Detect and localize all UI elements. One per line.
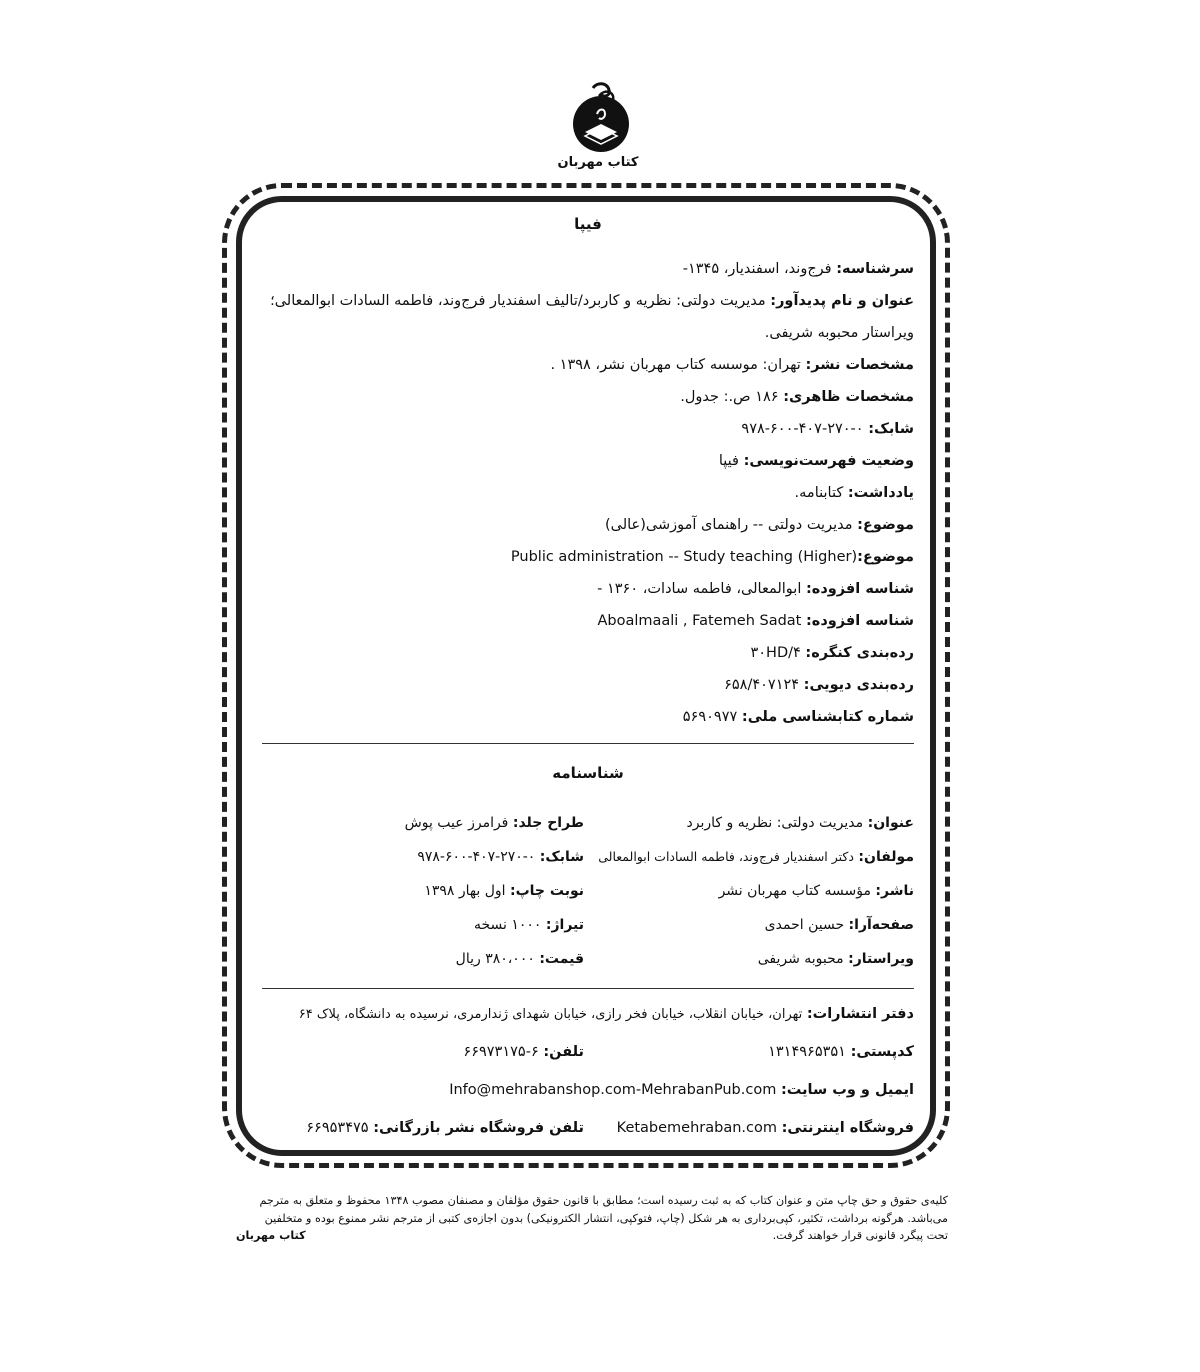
fipa-row-author: سرشناسه: فرج‌وند، اسفندیار، ۱۳۴۵-: [682, 261, 914, 277]
contact-shop: فروشگاه اینترنتی: Ketabemehraban.com تلفن فروشگاه نشر بازرگانی: ۶۶۹۵۳۴۷۵: [306, 1120, 914, 1136]
contact-postal-phone: کدپستی: ۱۳۱۴۹۶۵۳۵۱ تلفن: ۶۶۹۷۳۱۷۵-۶: [463, 1044, 914, 1060]
fipa-heading: فیپا: [574, 215, 602, 233]
fipa-row-added-entry-fa: شناسه افزوده: ابوالمعالی، فاطمه سادات، ۱۳۶۰ -: [597, 581, 914, 597]
fipa-row-isbn: شابک: ۹۷۸-۶۰۰-۴۰۷-۲۷۰-۰: [741, 421, 914, 437]
fipa-row-catalog-status: وضعیت فهرست‌نویسی: فیپا: [718, 453, 914, 469]
fipa-row-title-cont: ویراستار محبوبه شریفی.: [764, 325, 914, 341]
identity-column-left: [262, 806, 584, 976]
fipa-row-subject-fa: موضوع: مدیریت دولتی -- راهنمای آموزشی(عالی): [604, 517, 914, 533]
cataloging-content: [262, 205, 914, 1147]
section-divider-1: [262, 743, 914, 744]
contact-email: ایمیل و وب سایت: Info@mehrabanshop.com-MehrabanPub.com: [449, 1082, 914, 1098]
fipa-row-publication: مشخصات نشر: تهران: موسسه کتاب مهربان نشر، ۱۳۹۸ .: [550, 357, 914, 373]
copyright-notice: [236, 1192, 948, 1245]
identity-heading: شناسنامه: [552, 764, 624, 782]
identity-authors: مولفان: دکتر اسفندیار فرج‌وند، فاطمه السادات ابوالمعالی: [598, 849, 914, 865]
fipa-row-note: یادداشت: کتابنامه.: [794, 485, 914, 501]
fipa-row-dewey: رده‌بندی دیویی: ۶۵۸/۴۰۷۱۲۴: [724, 677, 914, 693]
identity-isbn: شابک: ۹۷۸-۶۰۰-۴۰۷-۲۷۰-۰: [417, 849, 584, 865]
identity-edition: نوبت چاپ: اول بهار ۱۳۹۸: [424, 883, 584, 899]
copyright-line-3: تحت پیگرد قانونی قرار خواهند گرفت. کتاب مهربان: [236, 1227, 948, 1245]
contact-block: [262, 995, 914, 1147]
copyright-line-1: کلیه‌ی حقوق و حق چاپ متن و عنوان کتاب که به ثبت رسیده است؛ مطابق با قانون حقوق مؤلفان و مصنفان مصوب ۱۳۴۸ محفوظ و متعلق به مترجم: [259, 1194, 948, 1207]
identity-price: قیمت: ۳۸۰،۰۰۰ ریال: [455, 951, 584, 967]
fipa-row-title: عنوان و نام پدیدآور: مدیریت دولتی: نظریه و کاربرد/تالیف اسفندیار فرج‌وند، فاطمه السادات ابوالمعالی؛: [270, 293, 914, 309]
identity-title: عنوان: مدیریت دولتی: نظریه و کاربرد: [686, 815, 914, 831]
identity-column-right: [584, 806, 914, 976]
fipa-record: [262, 253, 914, 733]
contact-office: دفتر انتشارات: تهران، خیابان انقلاب، خیابان فخر رازی، خیابان شهدای ژندارمری، نرسیده به دانشگاه، پلاک ۶۴: [298, 1006, 914, 1022]
identity-cover-designer: طراح جلد: فرامرز عیب پوش: [404, 815, 584, 831]
fipa-row-national-id: شماره کتابشناسی ملی: ۵۶۹۰۹۷۷: [682, 709, 914, 725]
fipa-row-congress: رده‌بندی کنگره: ۳۰HD/۴: [750, 645, 914, 661]
identity-editor: ویراستار: محبوبه شریفی: [757, 951, 914, 967]
fipa-row-added-entry-en: شناسه افزوده: Aboalmaali , Fatemeh Sadat: [597, 613, 914, 629]
identity-print-run: تیراژ: ۱۰۰۰ نسخه: [473, 917, 584, 933]
identity-grid: [262, 806, 914, 976]
fipa-row-physical: مشخصات ظاهری: ۱۸۶ ص.: جدول.: [680, 389, 914, 405]
identity-layout: صفحه‌آرا: حسین احمدی: [764, 917, 914, 933]
identity-publisher: ناشر: مؤسسه کتاب مهربان نشر: [718, 883, 914, 899]
fipa-row-subject-en: موضوع:Public administration -- Study teaching (Higher): [510, 549, 914, 565]
copyright-line-2: می‌باشد. هرگونه برداشت، تکثیر، کپی‌برداری به هر شکل (چاپ، فتوکپی، انتشار الکترونیکی) بدون اجازه‌ی کتبی از مترجم نشر ممنوع بوده و متخلفین: [264, 1211, 948, 1225]
publisher-logo-name: کتاب مهربان: [557, 155, 639, 170]
section-divider-2: [262, 988, 914, 989]
copyright-brand: کتاب مهربان: [236, 1229, 306, 1242]
